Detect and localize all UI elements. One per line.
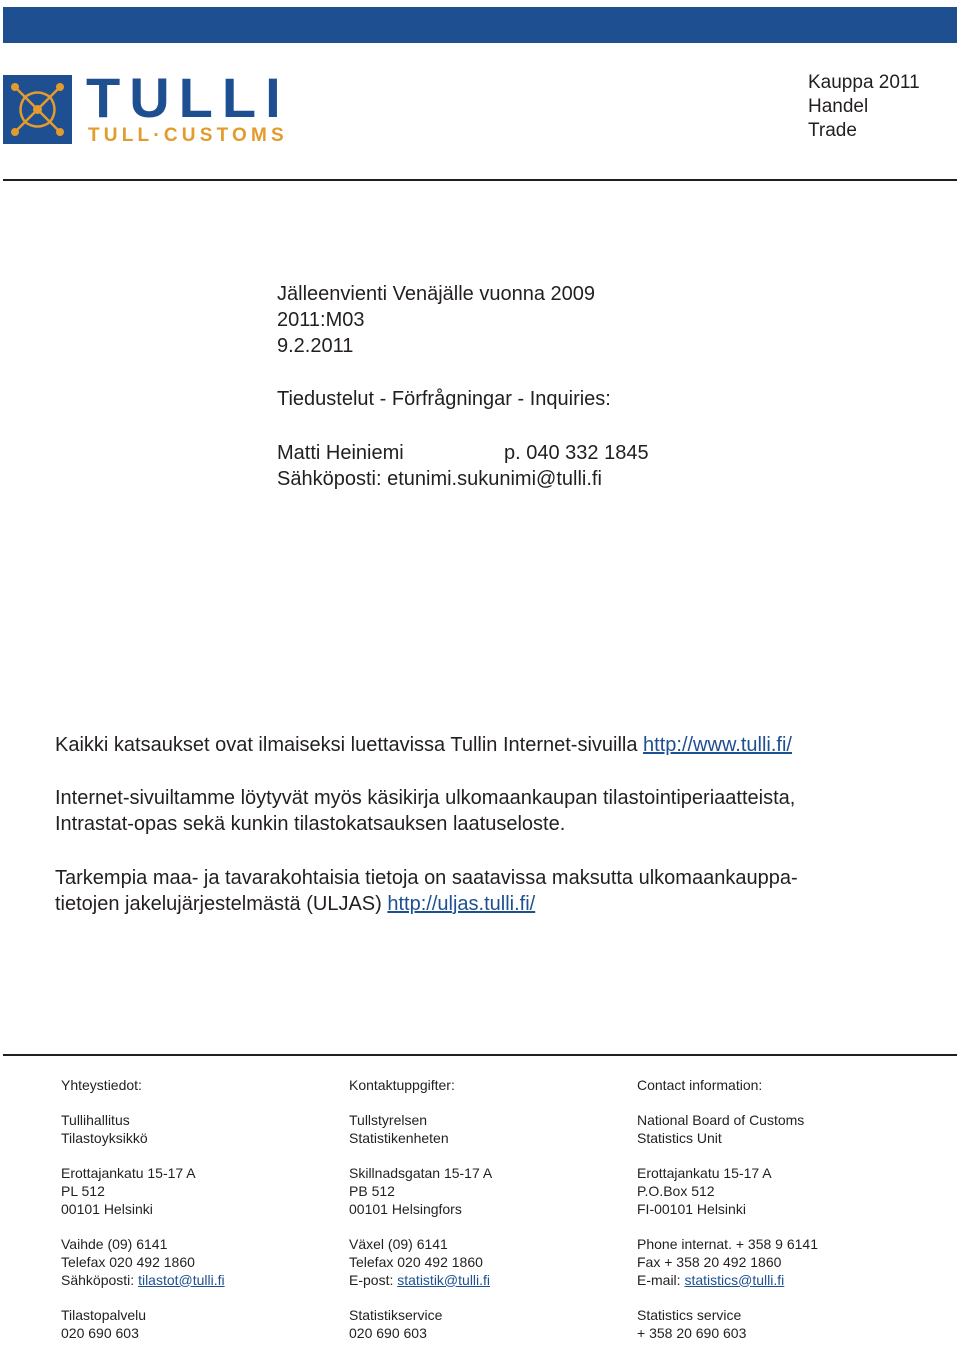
contact-column-fi [61, 1077, 225, 1360]
header-divider [3, 179, 957, 181]
email-line [349, 1272, 492, 1290]
email-label: E-post: [349, 1271, 398, 1288]
org-unit: Statistics Unit [637, 1130, 722, 1147]
uljas-link[interactable]: http://uljas.tulli.fi/ [387, 893, 536, 915]
email-line [637, 1272, 818, 1290]
info-text-3: tietojen jakelujärjestelmästä (ULJAS) [55, 893, 388, 915]
switchboard-phone: Växel (09) 6141 [349, 1236, 448, 1253]
email-label: E-mail: [637, 1271, 685, 1288]
fax-number: Fax + 358 20 492 1860 [637, 1253, 782, 1270]
series-name-fi: Kauppa 2011 [808, 72, 920, 93]
inquiries-label: Tiedustelut - Förfrågningar - Inquiries: [277, 388, 611, 410]
footer-divider [3, 1054, 957, 1056]
org-unit: Tilastoyksikkö [61, 1130, 148, 1147]
postal-city: 00101 Helsingfors [349, 1200, 462, 1217]
tulli-emblem-logo [3, 75, 72, 144]
top-banner [3, 7, 957, 43]
street-address: Skillnadsgatan 15-17 A [349, 1165, 493, 1182]
fax-number: Telefax 020 492 1860 [61, 1253, 195, 1270]
org-name: National Board of Customs [637, 1112, 805, 1129]
info-paragraph-3-line-1: Tarkempia maa- ja tavarakohtaisia tietoja on saatavissa maksutta ulkomaankauppa- [55, 867, 798, 889]
email-line [61, 1272, 225, 1290]
report-code: 2011:M03 [277, 309, 365, 331]
street-address: Erottajankatu 15-17 A [637, 1165, 772, 1182]
org-unit: Statistikenheten [349, 1130, 449, 1147]
fax-number: Telefax 020 492 1860 [349, 1253, 483, 1270]
contact-email: Sähköposti: etunimi.sukunimi@tulli.fi [277, 468, 602, 490]
service-phone: 020 690 603 [349, 1324, 427, 1341]
switchboard-phone: Vaihde (09) 6141 [61, 1236, 168, 1253]
switchboard-phone: Phone internat. + 358 9 6141 [637, 1236, 818, 1253]
service-phone: + 358 20 690 603 [637, 1324, 747, 1341]
publication-series [808, 71, 920, 143]
info-text-1: Kaikki katsaukset ovat ilmaiseksi luettavissa Tullin Internet-sivuilla [55, 734, 644, 756]
service-label: Tilastopalvelu [61, 1306, 147, 1323]
info-paragraph-2-line-2: Intrastat-opas sekä kunkin tilastokatsauksen laatuseloste. [55, 813, 566, 835]
email-link[interactable]: statistik@tulli.fi [397, 1271, 491, 1288]
report-date: 9.2.2011 [277, 335, 354, 357]
email-link[interactable]: tilastot@tulli.fi [138, 1271, 225, 1288]
info-paragraph-3-line-2 [55, 891, 535, 917]
service-label: Statistics service [637, 1306, 742, 1323]
contact-heading: Kontaktuppgifter: [349, 1077, 455, 1093]
info-paragraph-2-line-1: Internet-sivuiltamme löytyvät myös käsikirja ulkomaankaupan tilastointiperiaatteista, [55, 787, 796, 809]
tulli-website-link[interactable]: http://www.tulli.fi/ [643, 734, 792, 756]
postal-city: FI-00101 Helsinki [637, 1200, 746, 1217]
service-phone: 020 690 603 [61, 1324, 139, 1341]
po-box: PL 512 [61, 1183, 105, 1200]
postal-city: 00101 Helsinki [61, 1200, 153, 1217]
email-label: Sähköposti: [61, 1271, 139, 1288]
series-name-sv: Handel [808, 96, 869, 117]
po-box: P.O.Box 512 [637, 1183, 715, 1200]
contact-name: Matti Heiniemi [277, 442, 404, 464]
contact-phone: p. 040 332 1845 [504, 442, 649, 464]
info-paragraph-1 [55, 732, 792, 758]
service-label: Statistikservice [349, 1306, 443, 1323]
org-name: Tullihallitus [61, 1112, 130, 1129]
org-name: Tullstyrelsen [349, 1112, 428, 1129]
email-link[interactable]: statistics@tulli.fi [684, 1271, 785, 1288]
contact-column-en [637, 1077, 818, 1360]
po-box: PB 512 [349, 1183, 395, 1200]
street-address: Erottajankatu 15-17 A [61, 1165, 196, 1182]
contact-heading: Yhteystiedot: [61, 1077, 142, 1093]
report-title: Jälleenvienti Venäjälle vuonna 2009 [277, 283, 596, 305]
logo-subtitle: TULL·CUSTOMS [88, 125, 288, 146]
series-name-en: Trade [808, 120, 857, 141]
logo-wordmark: TULLI [86, 66, 290, 129]
contact-column-sv [349, 1077, 492, 1360]
contact-heading: Contact information: [637, 1077, 763, 1093]
